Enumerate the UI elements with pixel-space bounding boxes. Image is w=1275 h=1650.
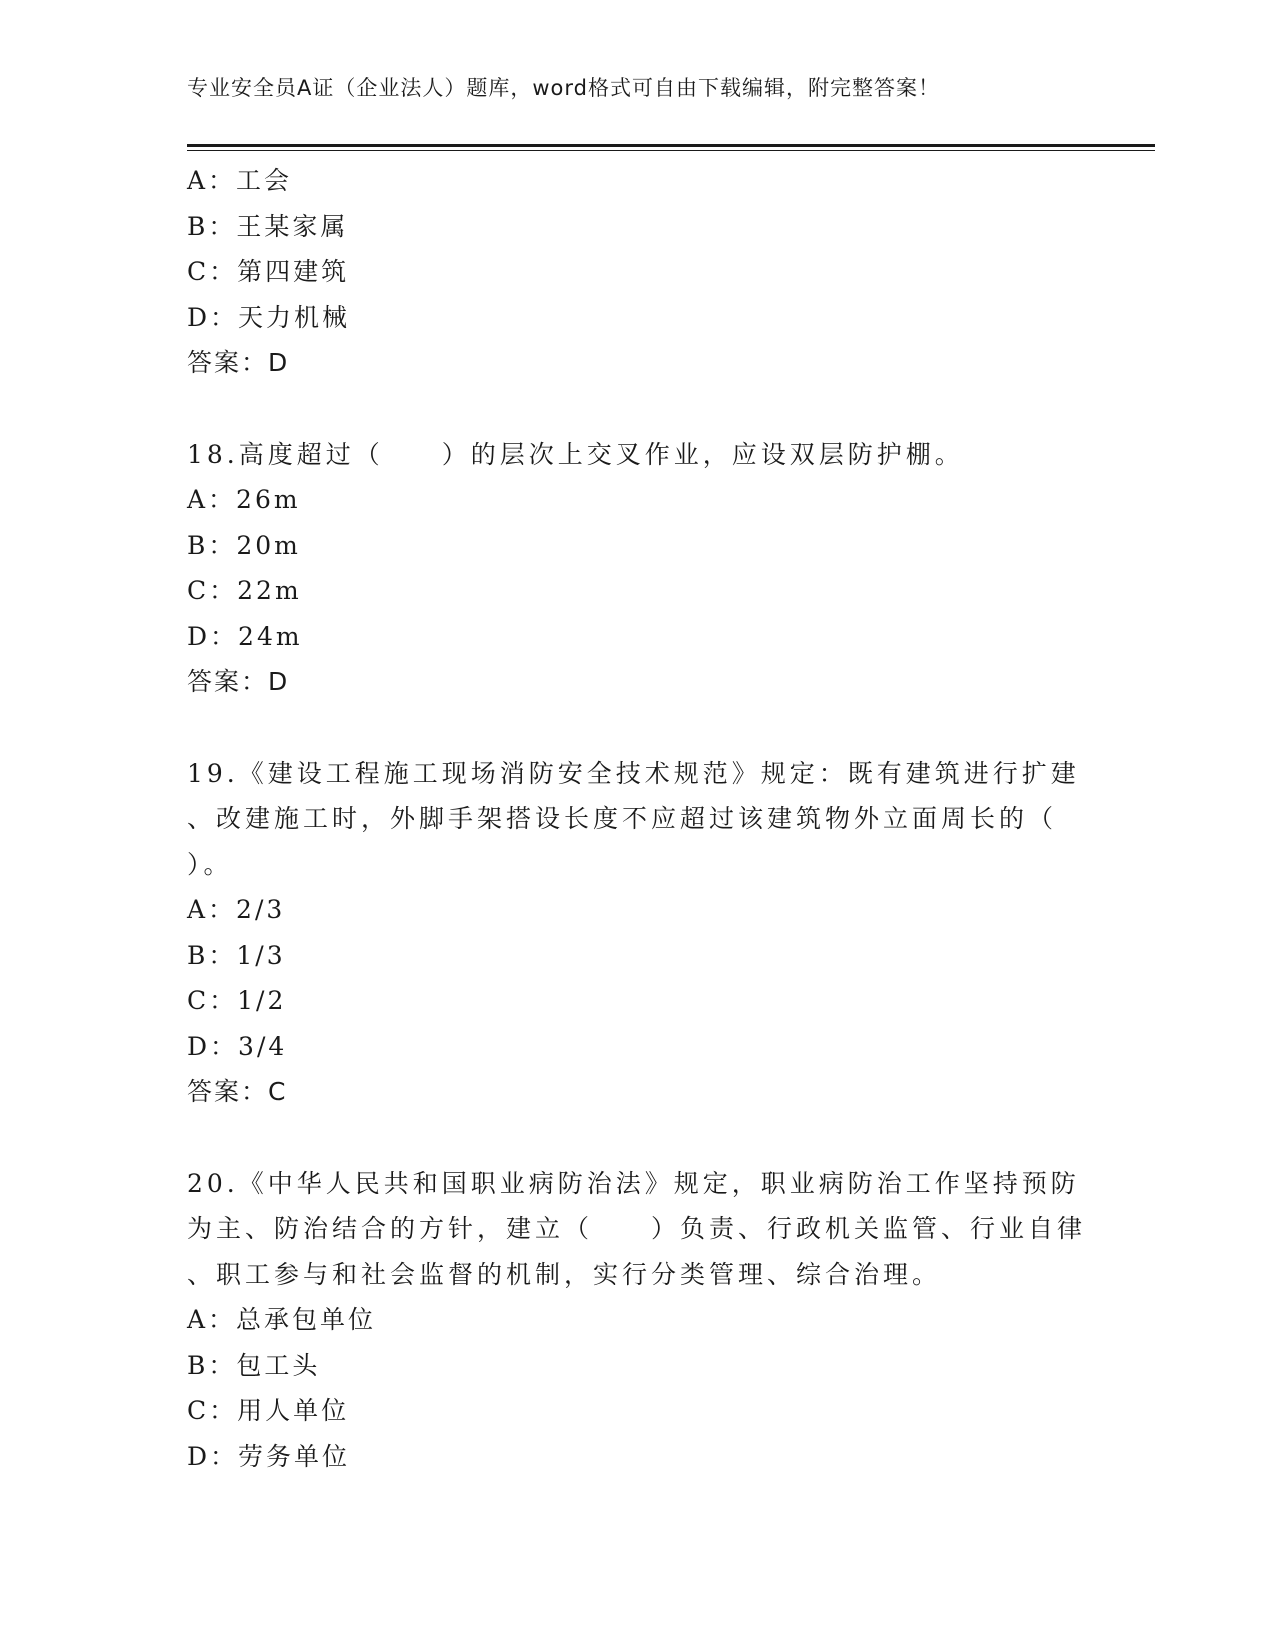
option-d: D：3/4 [187, 1031, 288, 1061]
question-20-options [187, 1297, 1087, 1479]
option-a: A：2/3 [187, 895, 286, 924]
option-d: D：天力机械 [187, 302, 351, 332]
question-20-stem [187, 1161, 1087, 1298]
question-17-answer: 答案：D [187, 348, 290, 377]
option-a: A：总承包单位 [187, 1305, 377, 1334]
question-18-stem [187, 432, 1087, 478]
option-c: C：第四建筑 [187, 257, 350, 286]
question-19-options [187, 887, 1087, 1069]
document-header: 专业安全员A证（企业法人）题库，word格式可自由下载编辑，附完整答案！ [187, 76, 940, 100]
option-a: A：26m [187, 485, 301, 514]
option-c: C：1/2 [187, 986, 287, 1015]
option-d: D：劳务单位 [187, 1441, 351, 1471]
question-18-answer: 答案：D [187, 667, 290, 696]
question-text: 、改建施工时，外脚手架搭设长度不应超过该建筑物外立面周长的（ [187, 804, 1058, 833]
spacer [187, 386, 1087, 432]
question-text: ）。 [187, 849, 233, 879]
option-b: B：包工头 [187, 1350, 321, 1380]
option-b: B：王某家属 [187, 211, 349, 241]
question-19-stem [187, 751, 1087, 888]
option-c: C：22m [187, 576, 302, 605]
question-text: 19.《建设工程施工现场消防安全技术规范》规定：既有建筑进行扩建 [187, 758, 1080, 788]
question-text: 20.《中华人民共和国职业病防治法》规定，职业病防治工作坚持预防 [187, 1168, 1080, 1198]
question-text: 18.高度超过（ ）的层次上交叉作业，应设双层防护棚。 [187, 439, 964, 469]
option-a: A：工会 [187, 166, 293, 195]
header-rule-thick [187, 144, 1155, 147]
question-text: 、职工参与和社会监督的机制，实行分类管理、综合治理。 [187, 1259, 942, 1289]
question-17-options [187, 158, 1087, 340]
option-c: C：用人单位 [187, 1396, 350, 1425]
spacer [187, 1115, 1087, 1161]
question-content [187, 158, 1087, 1479]
spacer [187, 705, 1087, 751]
header-rule-thin [187, 150, 1155, 151]
option-b: B：1/3 [187, 940, 286, 970]
question-19-answer: 答案：C [187, 1077, 288, 1106]
question-text: 为主、防治结合的方针，建立（ ）负责、行政机关监管、行业自律 [187, 1214, 1087, 1243]
question-18-options [187, 477, 1087, 659]
option-b: B：20m [187, 530, 301, 560]
option-d: D：24m [187, 621, 303, 651]
